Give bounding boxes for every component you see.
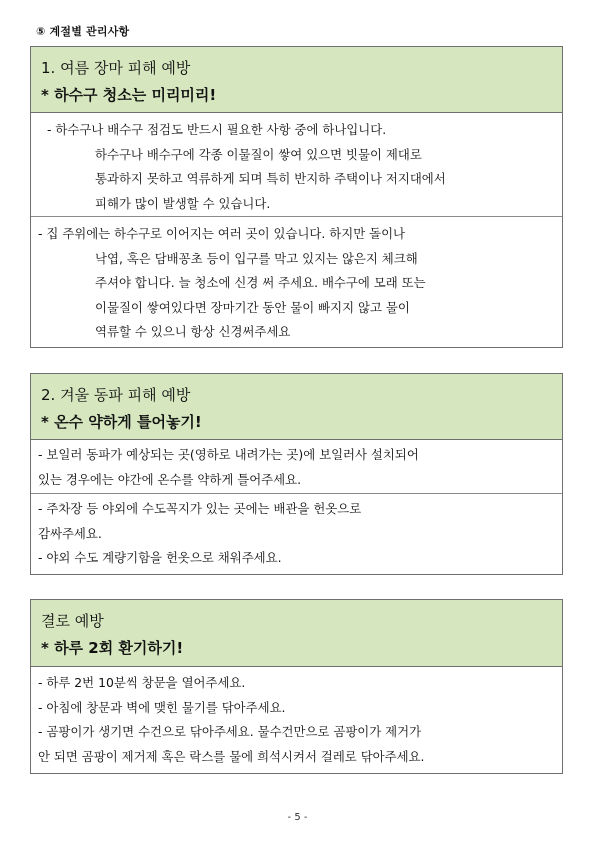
box-title: 결로 예방 [41, 612, 104, 630]
list-item [31, 217, 562, 347]
item-line: 있는 경우에는 야간에 온수를 약하게 틀어주세요. [38, 471, 302, 487]
section-heading: ⑤ 계절별 관리사항 [36, 25, 130, 38]
box-header [31, 374, 562, 440]
item-line: - 하수구나 배수구 점검도 반드시 필요한 사항 중에 하나입니다. [47, 122, 387, 137]
item-line: 이물질이 쌓여있다면 장마기간 동안 물이 빠지지 않고 물이 [95, 299, 410, 315]
item-line: - 아침에 창문과 벽에 맺힌 물기를 닦아주세요. [38, 699, 286, 715]
item-line: 낙엽, 혹은 담배꽁초 등이 입구를 막고 있지는 않은지 체크해 [95, 250, 418, 266]
item-line: 감싸주세요. [38, 525, 102, 541]
box-header [31, 47, 562, 113]
item-line: 역류할 수 있으니 항상 신경써주세요 [95, 324, 291, 339]
box-title: 1. 여름 장마 피해 예방 [41, 59, 191, 77]
box-subtitle: * 온수 약하게 틀어놓기! [41, 413, 202, 431]
item-line: 안 되면 곰팡이 제거제 혹은 락스를 물에 희석시켜서 걸레로 닦아주세요. [38, 748, 425, 764]
item-line: 피해가 많이 발생할 수 있습니다. [95, 195, 271, 211]
box-subtitle: * 하루 2회 환기하기! [41, 639, 184, 657]
summer-rain-box [30, 46, 563, 348]
box-title: 2. 겨울 동파 피해 예방 [41, 386, 191, 404]
item-line: 통과하지 못하고 역류하게 되며 특히 반지하 주택이나 저지대에서 [95, 171, 446, 186]
item-line: - 보일러 동파가 예상되는 곳(영하로 내려가는 곳)에 보일러사 설치되어 [38, 447, 419, 462]
condensation-box [30, 599, 563, 774]
list-item [31, 440, 562, 494]
item-line: - 곰팡이가 생기면 수건으로 닦아주세요. 물수건만으로 곰팡이가 제거가 [38, 724, 422, 739]
box-header [31, 600, 562, 667]
page-number: - 5 - [287, 812, 308, 823]
winter-freeze-box [30, 373, 563, 575]
item-line: - 주차장 등 야외에 수도꼭지가 있는 곳에는 배관을 헌옷으로 [38, 501, 362, 516]
item-line: - 집 주위에는 하수구로 이어지는 여러 곳이 있습니다. 하지만 돌이나 [38, 226, 406, 241]
item-line: - 야외 수도 계량기함을 헌옷으로 채워주세요. [38, 550, 282, 565]
list-item [31, 494, 562, 574]
list-item [31, 667, 562, 773]
box-subtitle: * 하수구 청소는 미리미리! [41, 86, 217, 104]
item-line: 하수구나 배수구에 각종 이물질이 쌓여 있으면 빗물이 제대로 [95, 146, 422, 162]
item-line: 주셔야 합니다. 늘 청소에 신경 써 주세요. 배수구에 모래 또는 [95, 275, 426, 290]
list-item [31, 113, 562, 217]
item-line: - 하루 2번 10분씩 창문을 열어주세요. [38, 675, 246, 690]
